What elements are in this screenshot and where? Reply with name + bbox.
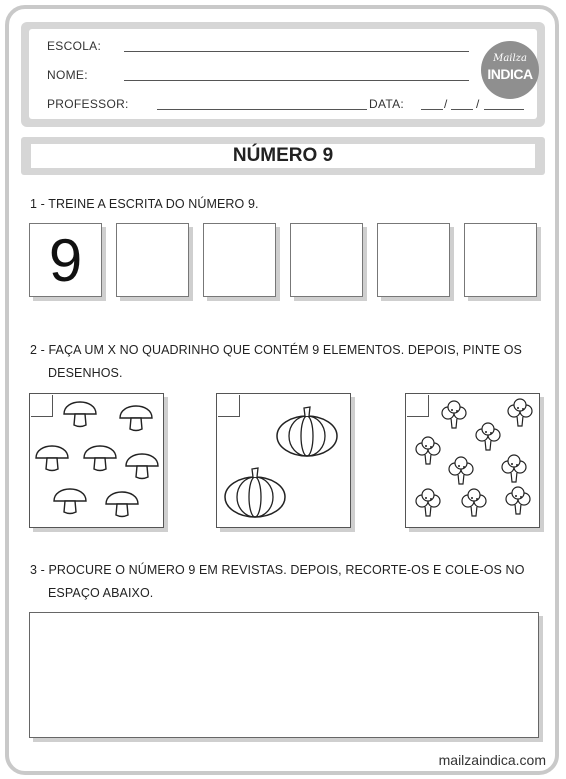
counting-box-mushrooms	[29, 393, 164, 528]
page-title: NÚMERO 9	[31, 144, 535, 168]
header-form	[29, 29, 537, 119]
broccoli-icon	[502, 455, 526, 482]
writing-box[interactable]	[377, 223, 450, 297]
writing-box[interactable]	[116, 223, 189, 297]
broccoli-drawing	[406, 394, 541, 529]
logo-script-text: Mailza	[493, 53, 527, 64]
name-field[interactable]	[124, 80, 469, 81]
mushroom-icon	[36, 446, 68, 471]
mushroom-icon	[106, 492, 138, 517]
broccoli-icon	[476, 423, 500, 450]
date-separator: /	[444, 97, 448, 111]
counting-box-pumpkins	[216, 393, 351, 528]
mushroom-icon	[84, 446, 116, 471]
brand-logo	[481, 41, 539, 99]
broccoli-icon	[442, 401, 466, 428]
school-label: ESCOLA:	[47, 39, 102, 53]
mushroom-icon	[54, 489, 86, 514]
pumpkins-drawing	[217, 394, 352, 529]
exercise-3-instruction-cont: ESPAÇO ABAIXO.	[48, 586, 154, 600]
exercise-2-instruction-cont: DESENHOS.	[48, 366, 123, 380]
date-label: DATA:	[369, 97, 405, 111]
header-panel	[21, 22, 545, 127]
writing-box[interactable]	[203, 223, 276, 297]
model-digit-box: 9	[29, 223, 102, 297]
teacher-field[interactable]	[157, 109, 367, 110]
broccoli-icon	[416, 437, 440, 464]
footer-website: mailzaindica.com	[438, 752, 546, 768]
logo-bold-text: INDICA	[487, 66, 533, 82]
name-label: NOME:	[47, 68, 88, 82]
exercise-3-instruction: 3 - PROCURE O NÚMERO 9 EM REVISTAS. DEPOIS, RECORTE-OS E COLE-OS NO	[30, 563, 525, 577]
writing-box[interactable]	[464, 223, 537, 297]
broccoli-icon	[416, 489, 440, 516]
exercise-1-instruction: 1 - TREINE A ESCRITA DO NÚMERO 9.	[30, 197, 259, 211]
date-month-field[interactable]	[451, 109, 473, 110]
pumpkin-icon	[277, 407, 337, 456]
school-field[interactable]	[124, 51, 469, 52]
date-year-field[interactable]	[484, 109, 524, 110]
broccoli-icon	[462, 489, 486, 516]
broccoli-icon	[449, 457, 473, 484]
date-separator: /	[476, 97, 480, 111]
mushroom-icon	[64, 402, 96, 427]
mushroom-icon	[126, 454, 158, 479]
broccoli-icon	[506, 487, 530, 514]
writing-box[interactable]	[290, 223, 363, 297]
counting-box-broccoli	[405, 393, 540, 528]
pumpkin-icon	[225, 468, 285, 517]
paste-area-box[interactable]	[29, 612, 539, 738]
exercise-2-instruction: 2 - FAÇA UM X NO QUADRINHO QUE CONTÉM 9 ELEMENTOS. DEPOIS, PINTE OS	[30, 343, 522, 357]
date-day-field[interactable]	[421, 109, 443, 110]
title-banner	[21, 137, 545, 175]
broccoli-icon	[508, 399, 532, 426]
mushrooms-drawing	[30, 394, 165, 529]
mushroom-icon	[120, 406, 152, 431]
teacher-label: PROFESSOR:	[47, 97, 129, 111]
